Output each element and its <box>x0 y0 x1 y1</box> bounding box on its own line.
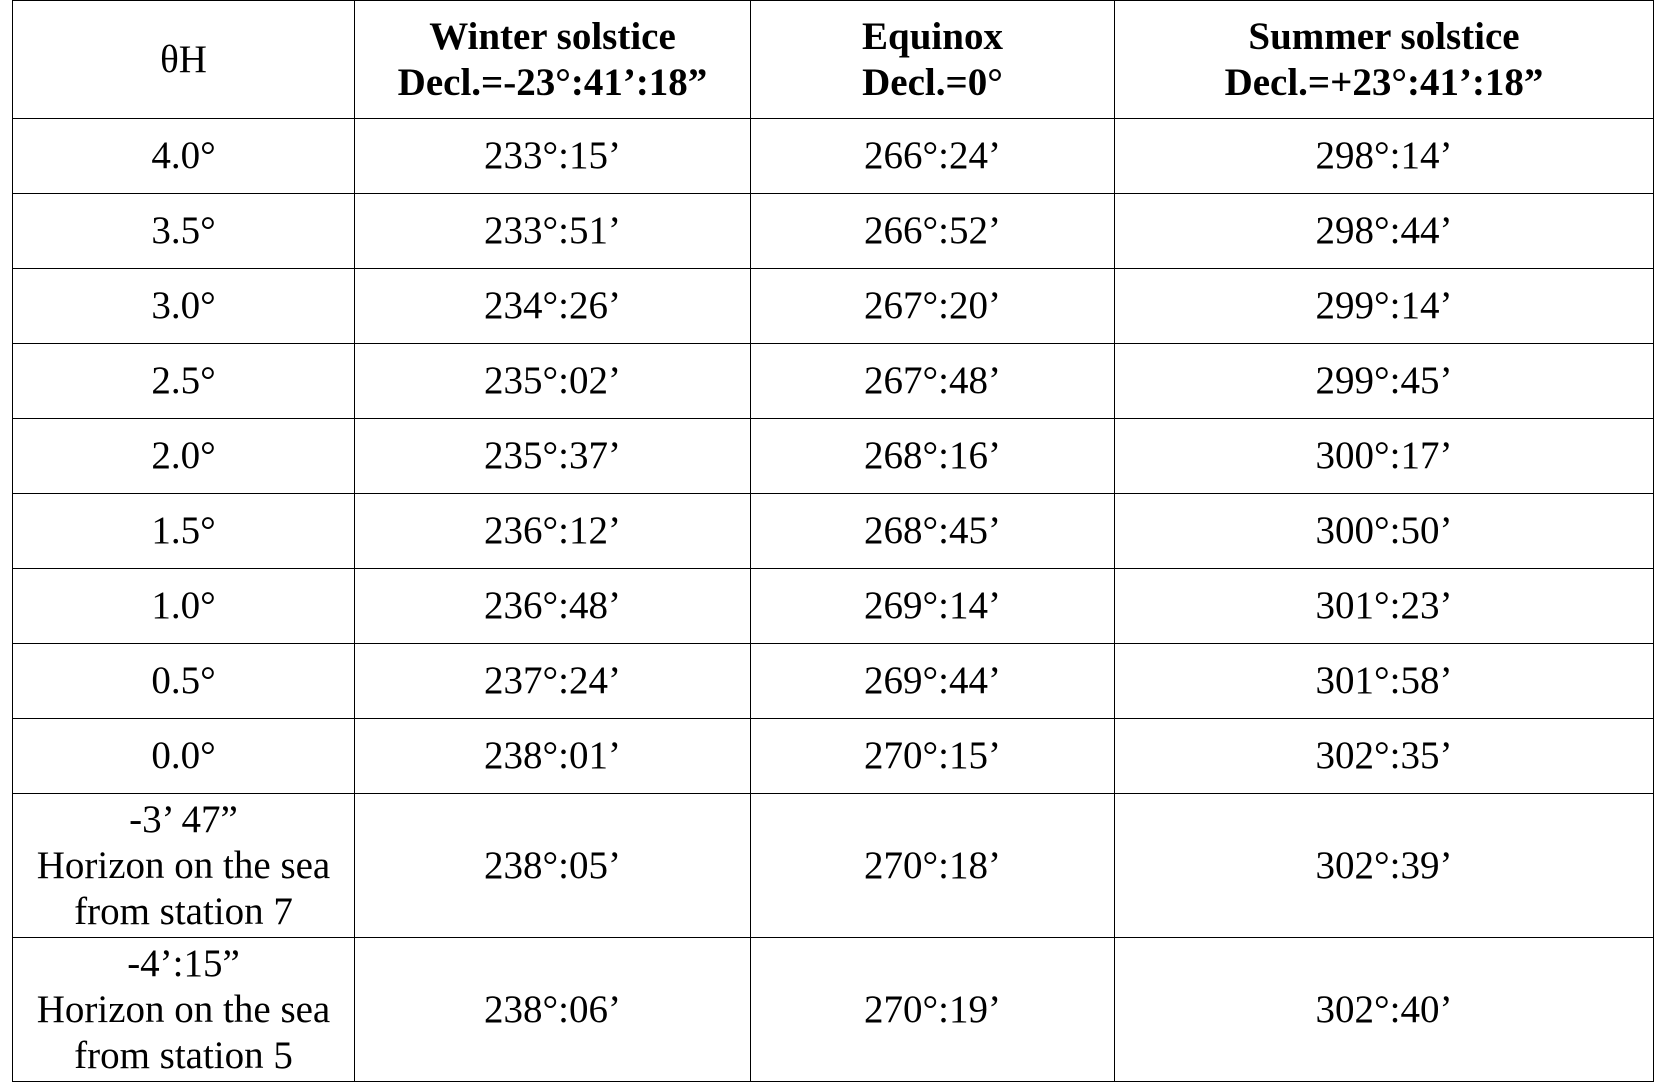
winter-cell: 238°:06’ <box>355 938 751 1082</box>
theta-cell: 3.0° <box>13 269 355 344</box>
summer-cell: 299°:45’ <box>1115 344 1654 419</box>
winter-cell: 233°:51’ <box>355 194 751 269</box>
theta-cell <box>13 794 355 938</box>
theta-note-line: Horizon on the sea <box>36 987 331 1031</box>
equinox-cell: 267°:20’ <box>751 269 1115 344</box>
header-equinox-title: Equinox <box>862 14 1003 58</box>
summer-cell: 300°:50’ <box>1115 494 1654 569</box>
winter-cell: 238°:05’ <box>355 794 751 938</box>
header-summer-title: Summer solstice <box>1248 14 1520 58</box>
table-row <box>13 569 1654 644</box>
table-row <box>13 269 1654 344</box>
theta-note-line: Horizon on the sea <box>36 843 331 887</box>
winter-cell: 236°:48’ <box>355 569 751 644</box>
winter-cell: 235°:02’ <box>355 344 751 419</box>
header-winter-solstice <box>355 1 751 119</box>
equinox-cell: 268°:45’ <box>751 494 1115 569</box>
summer-cell: 301°:58’ <box>1115 644 1654 719</box>
equinox-cell: 270°:18’ <box>751 794 1115 938</box>
winter-cell: 237°:24’ <box>355 644 751 719</box>
summer-cell: 302°:35’ <box>1115 719 1654 794</box>
summer-cell: 299°:14’ <box>1115 269 1654 344</box>
table-row <box>13 344 1654 419</box>
theta-value: -4’:15” <box>127 941 240 985</box>
table-row <box>13 644 1654 719</box>
table-row <box>13 419 1654 494</box>
equinox-cell: 267°:48’ <box>751 344 1115 419</box>
winter-cell: 234°:26’ <box>355 269 751 344</box>
winter-cell: 238°:01’ <box>355 719 751 794</box>
table-row <box>13 719 1654 794</box>
equinox-cell: 266°:52’ <box>751 194 1115 269</box>
header-equinox <box>751 1 1115 119</box>
theta-cell: 2.5° <box>13 344 355 419</box>
summer-cell: 302°:39’ <box>1115 794 1654 938</box>
header-winter-title: Winter solstice <box>429 14 676 58</box>
theta-cell: 4.0° <box>13 119 355 194</box>
winter-cell: 236°:12’ <box>355 494 751 569</box>
azimuth-table <box>12 0 1654 1082</box>
theta-cell <box>13 938 355 1082</box>
theta-cell: 1.5° <box>13 494 355 569</box>
header-summer-declination: Decl.=+23°:41’:18” <box>1224 60 1544 104</box>
table-row <box>13 119 1654 194</box>
theta-cell: 3.5° <box>13 194 355 269</box>
equinox-cell: 266°:24’ <box>751 119 1115 194</box>
table-row <box>13 194 1654 269</box>
equinox-cell: 269°:14’ <box>751 569 1115 644</box>
summer-cell: 301°:23’ <box>1115 569 1654 644</box>
winter-cell: 233°:15’ <box>355 119 751 194</box>
winter-cell: 235°:37’ <box>355 419 751 494</box>
header-equinox-declination: Decl.=0° <box>862 60 1003 104</box>
header-winter-declination: Decl.=-23°:41’:18” <box>397 60 708 104</box>
table-row-horizon-station-5 <box>13 938 1654 1082</box>
theta-cell: 1.0° <box>13 569 355 644</box>
summer-cell: 300°:17’ <box>1115 419 1654 494</box>
summer-cell: 298°:44’ <box>1115 194 1654 269</box>
theta-cell: 0.5° <box>13 644 355 719</box>
equinox-cell: 268°:16’ <box>751 419 1115 494</box>
theta-cell: 0.0° <box>13 719 355 794</box>
header-row <box>13 1 1654 119</box>
table-header <box>13 1 1654 119</box>
header-theta: θH <box>13 1 355 119</box>
table-body <box>13 119 1654 1082</box>
equinox-cell: 270°:15’ <box>751 719 1115 794</box>
table-row <box>13 494 1654 569</box>
theta-note-line: from station 7 <box>74 889 293 933</box>
equinox-cell: 270°:19’ <box>751 938 1115 1082</box>
theta-note-line: from station 5 <box>74 1033 293 1077</box>
summer-cell: 302°:40’ <box>1115 938 1654 1082</box>
theta-cell: 2.0° <box>13 419 355 494</box>
theta-value: -3’ 47” <box>129 797 238 841</box>
equinox-cell: 269°:44’ <box>751 644 1115 719</box>
summer-cell: 298°:14’ <box>1115 119 1654 194</box>
table-row-horizon-station-7 <box>13 794 1654 938</box>
header-summer-solstice <box>1115 1 1654 119</box>
